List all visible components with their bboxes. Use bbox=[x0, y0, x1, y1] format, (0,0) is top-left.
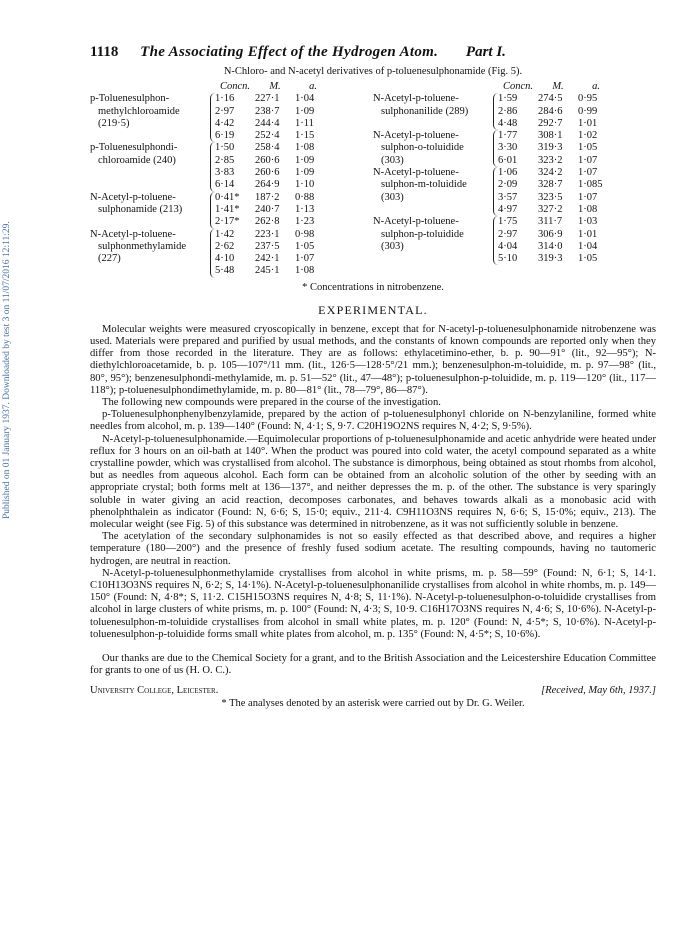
table-left-block bbox=[90, 81, 373, 278]
table-row bbox=[498, 106, 614, 118]
group-bracket bbox=[493, 130, 614, 167]
table-row bbox=[498, 118, 614, 130]
a-cell: 1·07 bbox=[578, 167, 598, 179]
a-cell: 0·99 bbox=[578, 105, 598, 117]
compound-name-line: N-Acetyl-p-toluene- bbox=[90, 191, 176, 203]
a-cell: 1·03 bbox=[578, 216, 598, 228]
header-spacer bbox=[373, 81, 498, 93]
left-compound-group bbox=[90, 229, 373, 278]
concn-cell: 1·50 bbox=[215, 142, 235, 154]
m-cell: 319·3 bbox=[538, 253, 563, 265]
compound-name-line: sulphonanilide (289) bbox=[381, 105, 469, 117]
table-row bbox=[498, 192, 614, 204]
a-cell: 1·13 bbox=[295, 203, 315, 215]
concn-cell: 2·09 bbox=[498, 179, 518, 191]
paragraph-5: The acetylation of the secondary sulphonamides is not so easily effected as that described above, and requires a higher temperature (180—200°) and the presence of freshly fused sodium acetate. The resulting compounds, having no tautomeric hydrogen, are neutral in reaction. bbox=[90, 531, 656, 567]
left-compound-group bbox=[90, 192, 373, 229]
concn-cell: 2·97 bbox=[498, 228, 518, 240]
m-cell: 240·7 bbox=[255, 203, 280, 215]
concn-cell: 5·10 bbox=[498, 253, 518, 265]
col-header-m: M. bbox=[552, 81, 564, 92]
a-cell: 1·11 bbox=[295, 117, 314, 129]
a-cell: 1·05 bbox=[578, 253, 598, 265]
data-table bbox=[90, 81, 656, 278]
concn-cell: 1·77 bbox=[498, 130, 518, 142]
a-cell: 1·09 bbox=[295, 167, 315, 179]
m-cell: 264·9 bbox=[255, 179, 280, 191]
a-cell: 0·98 bbox=[295, 228, 315, 240]
m-cell: 237·5 bbox=[255, 240, 280, 252]
page-title: The Associating Effect of the Hydrogen Atom. bbox=[140, 44, 439, 60]
compound-name-line: sulphonamide (213) bbox=[98, 203, 183, 215]
compound-name bbox=[90, 229, 210, 278]
group-bracket bbox=[210, 142, 331, 191]
compound-name bbox=[373, 167, 493, 216]
m-cell: 258·4 bbox=[255, 142, 280, 154]
compound-name-line: chloroamide (240) bbox=[98, 154, 176, 166]
m-cell: 223·1 bbox=[255, 228, 280, 240]
table-row bbox=[215, 179, 331, 191]
m-cell: 284·6 bbox=[538, 105, 563, 117]
group-bracket bbox=[210, 229, 331, 278]
table-row bbox=[498, 216, 614, 228]
table-row bbox=[498, 253, 614, 265]
m-cell: 308·1 bbox=[538, 130, 563, 142]
concn-cell: 6·19 bbox=[215, 130, 235, 142]
table-footnote: * Concentrations in nitrobenzene. bbox=[302, 281, 444, 293]
a-cell: 1·05 bbox=[295, 240, 315, 252]
concn-cell: 1·16 bbox=[215, 93, 235, 105]
col-header-concn: Concn. bbox=[502, 81, 534, 92]
group-bracket bbox=[210, 93, 331, 142]
a-cell: 1·02 bbox=[578, 130, 598, 142]
m-cell: 274·5 bbox=[538, 93, 563, 105]
paragraph-1: Molecular weights were measured cryoscopically in benzene, except that for N-acetyl-p-toluenesulphonamide nitrobenzene was used. Materials were prepared and purified by usual methods, and the constants of known compounds are reported only when they differ from those recorded in the literature. They are as follows: ethylacetimino-ether, b. p. 90—91° (lit., 92—95°); N-diethylchloroacetamide, b. p. 105—107°/11 mm. (lit., 126·5—128·5°/21 mm.); benzenesulphon-m-toluidide, m. p. 97—98° (lit., 80°, 95°); benzenesulphondi-methylamide, m. p. 51—52° (lit., 47—48°); p-toluenesulphon-p-toluidide, m. p. 119—120° (lit., 117—118°); p-toluenesulphondimethylamide, m. p. 80—81° (lit., 78—79°, 86—87°). bbox=[90, 323, 656, 396]
concn-cell: 2·17* bbox=[215, 216, 240, 228]
table-row bbox=[498, 241, 614, 253]
paragraph-3: p-Toluenesulphonphenylbenzylamide, prepared by the action of p-toluenesulphonyl chloride on N-benzylaniline, formed white needles from alcohol, m. p. 139—140° (Found: N, 4·1; S, 9·7. C20H19O2NS requires N, 4·2; S, 9·5%). bbox=[90, 409, 656, 433]
a-cell: 1·08 bbox=[295, 142, 315, 154]
concn-cell: 1·42 bbox=[215, 228, 235, 240]
a-cell: 0·95 bbox=[578, 93, 598, 105]
page-number: 1118 bbox=[90, 44, 119, 60]
compound-name-line: sulphon-m-toluidide bbox=[381, 179, 467, 191]
compound-name-line: methylchloroamide bbox=[98, 105, 180, 117]
compound-name bbox=[373, 93, 493, 130]
m-cell: 319·3 bbox=[538, 142, 563, 154]
m-cell: 262·8 bbox=[255, 216, 280, 228]
a-cell: 1·10 bbox=[295, 179, 315, 191]
compound-name bbox=[90, 93, 210, 142]
table-row bbox=[215, 118, 331, 130]
table-row bbox=[215, 265, 331, 277]
running-header bbox=[90, 44, 656, 61]
address-line bbox=[90, 685, 656, 696]
right-compound-group bbox=[373, 167, 656, 216]
m-cell: 187·2 bbox=[255, 191, 280, 203]
m-cell: 242·1 bbox=[255, 253, 280, 265]
compound-name-line: p-Toluenesulphondi- bbox=[90, 142, 178, 154]
left-compound-group bbox=[90, 142, 373, 191]
left-compound-group bbox=[90, 93, 373, 142]
m-cell: 292·7 bbox=[538, 117, 563, 129]
concn-cell: 3·57 bbox=[498, 191, 518, 203]
a-cell: 1·01 bbox=[578, 117, 598, 129]
compound-name-line: sulphon-o-toluidide bbox=[381, 142, 464, 154]
received-date: [Received, May 6th, 1937.] bbox=[541, 685, 656, 697]
compound-name bbox=[373, 216, 493, 265]
a-cell: 1·23 bbox=[295, 216, 315, 228]
a-cell: 1·08 bbox=[578, 203, 598, 215]
a-cell: 1·07 bbox=[578, 154, 598, 166]
m-cell: 252·4 bbox=[255, 130, 280, 142]
table-caption: N-Chloro- and N-acetyl derivatives of p-toluenesulphonamide (Fig. 5). bbox=[223, 66, 523, 77]
group-bracket bbox=[210, 192, 331, 229]
table-row bbox=[215, 241, 331, 253]
m-cell: 328·7 bbox=[538, 179, 563, 191]
download-sidebar-note: Published on 01 January 1937. Downloaded by test 3 on 11/07/2016 12:11:29. bbox=[2, 221, 12, 519]
concn-cell: 4·10 bbox=[215, 253, 235, 265]
institution-address: University College, Leicester. bbox=[90, 685, 219, 697]
compound-name-line: N-Acetyl-p-toluene- bbox=[90, 228, 176, 240]
table-row bbox=[215, 167, 331, 179]
concn-cell: 2·85 bbox=[215, 154, 235, 166]
header-spacer bbox=[90, 81, 215, 93]
a-cell: 1·07 bbox=[295, 253, 315, 265]
a-cell: 0·88 bbox=[295, 191, 315, 203]
concn-cell: 1·75 bbox=[498, 216, 518, 228]
left-table-header bbox=[90, 81, 373, 93]
m-cell: 244·4 bbox=[255, 117, 280, 129]
a-cell: 1·09 bbox=[295, 105, 315, 117]
table-row bbox=[498, 93, 614, 105]
m-cell: 323·5 bbox=[538, 191, 563, 203]
group-bracket bbox=[493, 216, 614, 265]
a-cell: 1·09 bbox=[295, 154, 315, 166]
compound-name-line: (303) bbox=[381, 240, 404, 252]
compound-name bbox=[90, 142, 210, 191]
section-title: EXPERIMENTAL. bbox=[318, 302, 428, 317]
concn-cell: 6·14 bbox=[215, 179, 235, 191]
table-row bbox=[215, 253, 331, 265]
m-cell: 238·7 bbox=[255, 105, 280, 117]
col-header-a: a. bbox=[592, 81, 600, 92]
concn-cell: 1·06 bbox=[498, 167, 518, 179]
concn-cell: 4·42 bbox=[215, 117, 235, 129]
concn-cell: 3·30 bbox=[498, 142, 518, 154]
table-row bbox=[215, 155, 331, 167]
table-row bbox=[498, 130, 614, 142]
m-cell: 245·1 bbox=[255, 265, 280, 277]
a-cell: 1·08 bbox=[295, 265, 315, 277]
table-row bbox=[215, 106, 331, 118]
m-cell: 323·2 bbox=[538, 154, 563, 166]
table-row bbox=[215, 192, 331, 204]
concn-cell: 2·97 bbox=[215, 105, 235, 117]
compound-name-line: (227) bbox=[98, 253, 121, 265]
compound-name-line: N-Acetyl-p-toluene- bbox=[373, 93, 459, 105]
col-header-m: M. bbox=[269, 81, 281, 92]
concn-cell: 3·83 bbox=[215, 167, 235, 179]
compound-name-line: sulphonmethylamide bbox=[98, 240, 187, 252]
paragraph-6: N-Acetyl-p-toluenesulphonmethylamide crystallises from alcohol in white prisms, m. p. 58—59° (Found: N, 6·1; S, 14·1. C10H13O3NS requires N, 6·2; S, 14·1%). N-Acetyl-p-toluenesulphonanilide crystallises from alcohol in white rhombs, m. p. 149—150° (Found: N, 4·8*; S, 11·2. C15H15O3NS requires N, 4·8; S, 11·1%). N-Acetyl-p-toluenesulphon-o-toluidide crystallises from alcohol in large clusters of white prisms, m. p. 100° (Found: N, 4·3; S, 10·9. C16H17O3NS requires N, 4·6; S, 10·6%). N-Acetyl-p-toluenesulphon-m-toluidide crystallises from alcohol in small white plates, m. p. 120° (Found: N, 4·5*; S, 10·6%). N-Acetyl-p-toluenesulphon-p-toluidide forms small white plates from alcohol, m. p. 135° (Found: N, 4·5*; S, 10·6%). bbox=[90, 567, 656, 640]
table-row bbox=[215, 142, 331, 154]
page bbox=[90, 44, 656, 709]
table-row bbox=[215, 204, 331, 216]
m-cell: 324·2 bbox=[538, 167, 563, 179]
col-header-concn: Concn. bbox=[219, 81, 251, 92]
table-row bbox=[498, 204, 614, 216]
m-cell: 260·6 bbox=[255, 154, 280, 166]
part-label: Part I. bbox=[465, 44, 506, 60]
table-row bbox=[215, 216, 331, 228]
compound-name-line: p-Toluenesulphon- bbox=[90, 93, 170, 105]
m-cell: 314·0 bbox=[538, 240, 563, 252]
table-row bbox=[498, 167, 614, 179]
table-row bbox=[215, 229, 331, 241]
right-compound-group bbox=[373, 130, 656, 167]
compound-name-line: sulphon-p-toluidide bbox=[381, 228, 464, 240]
compound-name bbox=[373, 130, 493, 167]
m-cell: 227·1 bbox=[255, 93, 280, 105]
concn-cell: 0·41* bbox=[215, 191, 240, 203]
a-cell: 1·04 bbox=[578, 240, 598, 252]
right-table-header bbox=[373, 81, 656, 93]
right-compound-group bbox=[373, 216, 656, 265]
compound-name-line: N-Acetyl-p-toluene- bbox=[373, 130, 459, 142]
m-cell: 311·7 bbox=[538, 216, 563, 228]
right-compound-group bbox=[373, 93, 656, 130]
paragraph-4: N-Acetyl-p-toluenesulphonamide.—Equimolecular proportions of p-toluenesulphonamide and acetic anhydride were heated under reflux for 3 hours on an oil-bath at 140°. When the product was poured into cold water, the acetyl compound separated as a white crystalline powder, which was crystallised from alcohol. The substance is dimorphous, being obtained as stout rhombs from alcohol, but as needles from aqueous alcohol. Each form can be obtained from an alcoholic solution of the other by seeding with an appropriate crystal; both forms melt at 136—137°, and neither depresses the m. p. of the other. The substance is very sparingly soluble in water giving an acid reaction, decomposes carbonates, and behaves towards alkali as a monobasic acid with phenolphthalein as indicator (Found: N, 6·6; S, 15·0; equiv., 211·4. C9H11O3NS requires N, 6·6; S, 15·0%; equiv., 213). The molecular weight (see Fig. 5) of this substance was determined in nitrobenzene, as it was not sufficiently soluble in benzene. bbox=[90, 433, 656, 530]
group-bracket bbox=[493, 167, 614, 216]
a-cell: 1·04 bbox=[295, 93, 315, 105]
analyses-footnote: * The analyses denoted by an asterisk were carried out by Dr. G. Weiler. bbox=[221, 698, 525, 710]
concn-cell: 1·41* bbox=[215, 203, 240, 215]
concn-cell: 4·48 bbox=[498, 117, 518, 129]
a-cell: 1·07 bbox=[578, 191, 598, 203]
col-header-a: a. bbox=[309, 81, 317, 92]
table-row bbox=[498, 229, 614, 241]
compound-name-line: (303) bbox=[381, 154, 404, 166]
m-cell: 327·2 bbox=[538, 203, 563, 215]
m-cell: 260·6 bbox=[255, 167, 280, 179]
table-right-block bbox=[373, 81, 656, 278]
table-row bbox=[498, 179, 614, 191]
concn-cell: 4·04 bbox=[498, 240, 518, 252]
concn-cell: 2·86 bbox=[498, 105, 518, 117]
acknowledgement-paragraph: Our thanks are due to the Chemical Society for a grant, and to the British Association and the Leicestershire Education Committee for grants to one of us (H. O. C.). bbox=[90, 653, 656, 677]
concn-cell: 1·59 bbox=[498, 93, 518, 105]
concn-cell: 6·01 bbox=[498, 154, 518, 166]
table-row bbox=[215, 93, 331, 105]
table-row bbox=[498, 142, 614, 154]
compound-name-line: (219·5) bbox=[98, 117, 130, 129]
compound-name-line: N-Acetyl-p-toluene- bbox=[373, 216, 459, 228]
group-bracket bbox=[493, 93, 614, 130]
concn-cell: 4·97 bbox=[498, 203, 518, 215]
a-cell: 1·15 bbox=[295, 130, 315, 142]
table-row bbox=[498, 155, 614, 167]
concn-cell: 2·62 bbox=[215, 240, 235, 252]
paragraph-2: The following new compounds were prepared in the course of the investigation. bbox=[102, 396, 441, 408]
compound-name-line: (303) bbox=[381, 191, 404, 203]
m-cell: 306·9 bbox=[538, 228, 563, 240]
a-cell: 1·01 bbox=[578, 228, 598, 240]
compound-name bbox=[90, 192, 210, 229]
a-cell: 1·05 bbox=[578, 142, 598, 154]
compound-name-line: N-Acetyl-p-toluene- bbox=[373, 167, 459, 179]
table-row bbox=[215, 130, 331, 142]
concn-cell: 5·48 bbox=[215, 265, 235, 277]
a-cell: 1·085 bbox=[578, 179, 603, 191]
